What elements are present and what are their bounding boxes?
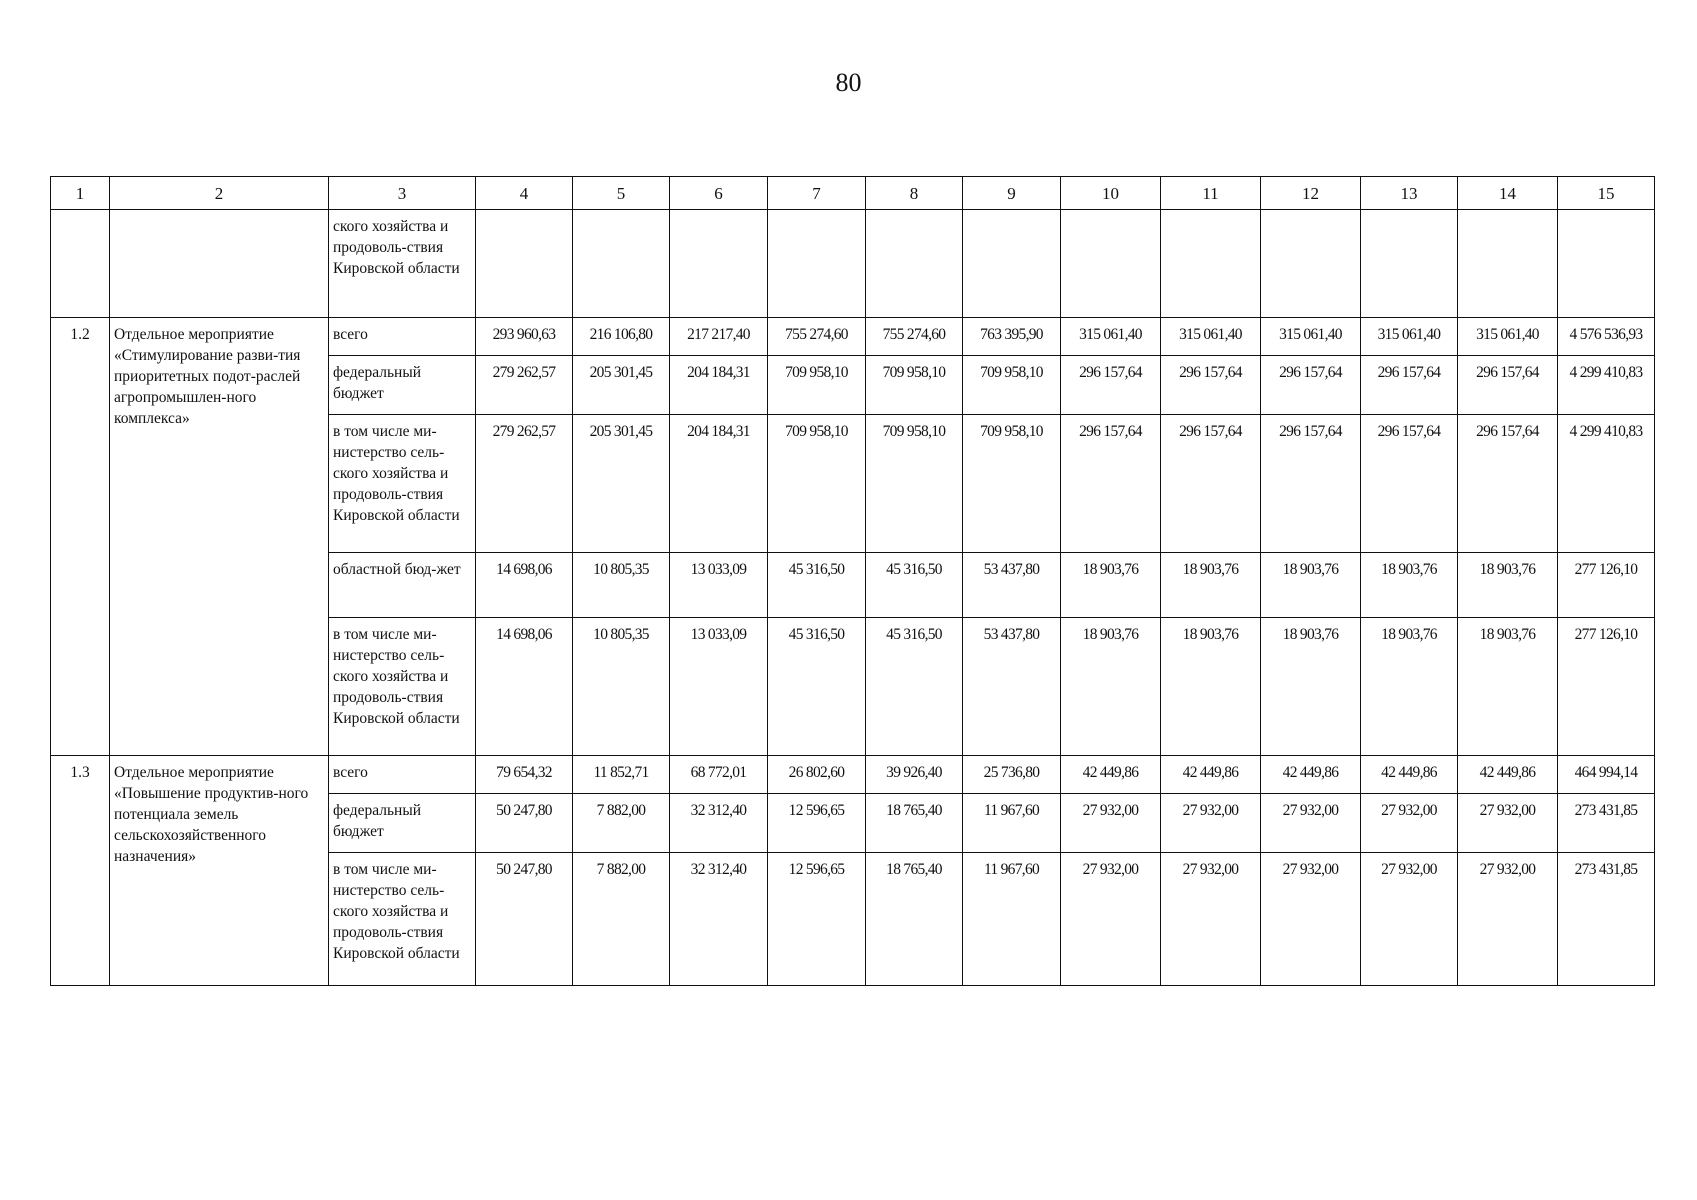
- value-cell: 277 126,10: [1558, 618, 1655, 756]
- table-row: [51, 318, 1655, 356]
- value-cell: 296 157,64: [1261, 415, 1361, 553]
- value-cell: 4 299 410,83: [1558, 356, 1655, 415]
- value-cell: 204 184,31: [670, 356, 768, 415]
- funding-source-cell: в том числе ми-нистерство сель-ского хозяйства и продоволь-ствия Кировской области: [329, 415, 476, 553]
- value-cell: [670, 210, 768, 318]
- value-cell: 14 698,06: [476, 618, 573, 756]
- value-cell: 293 960,63: [476, 318, 573, 356]
- value-cell: 42 449,86: [1261, 756, 1361, 794]
- value-cell: 315 061,40: [1061, 318, 1161, 356]
- funding-source-cell: федеральный бюджет: [329, 794, 476, 853]
- value-cell: 27 932,00: [1458, 794, 1558, 853]
- value-cell: 27 932,00: [1161, 853, 1261, 986]
- value-cell: [1558, 210, 1655, 318]
- value-cell: 10 805,35: [573, 618, 670, 756]
- column-header: 10: [1061, 177, 1161, 210]
- column-header: 7: [768, 177, 866, 210]
- value-cell: 18 903,76: [1061, 618, 1161, 756]
- value-cell: 18 903,76: [1161, 618, 1261, 756]
- column-header: 15: [1558, 177, 1655, 210]
- value-cell: [476, 210, 573, 318]
- value-cell: 279 262,57: [476, 356, 573, 415]
- value-cell: 42 449,86: [1458, 756, 1558, 794]
- value-cell: 315 061,40: [1261, 318, 1361, 356]
- value-cell: 755 274,60: [768, 318, 866, 356]
- value-cell: [963, 210, 1061, 318]
- table-row: [51, 756, 1655, 794]
- column-header: 12: [1261, 177, 1361, 210]
- value-cell: [573, 210, 670, 318]
- value-cell: 296 157,64: [1261, 356, 1361, 415]
- value-cell: 709 958,10: [768, 356, 866, 415]
- value-cell: 204 184,31: [670, 415, 768, 553]
- value-cell: 26 802,60: [768, 756, 866, 794]
- value-cell: 18 903,76: [1458, 618, 1558, 756]
- value-cell: 50 247,80: [476, 794, 573, 853]
- value-cell: 18 903,76: [1161, 553, 1261, 618]
- value-cell: 709 958,10: [963, 356, 1061, 415]
- value-cell: 27 932,00: [1361, 853, 1458, 986]
- value-cell: 205 301,45: [573, 356, 670, 415]
- value-cell: 273 431,85: [1558, 853, 1655, 986]
- value-cell: 709 958,10: [866, 415, 963, 553]
- column-header: 6: [670, 177, 768, 210]
- row-number-cell: [51, 210, 110, 318]
- row-number-cell: 1.3: [51, 756, 110, 986]
- value-cell: 296 157,64: [1061, 356, 1161, 415]
- value-cell: 315 061,40: [1458, 318, 1558, 356]
- value-cell: 709 958,10: [866, 356, 963, 415]
- value-cell: [1261, 210, 1361, 318]
- value-cell: 18 903,76: [1361, 618, 1458, 756]
- value-cell: 296 157,64: [1161, 415, 1261, 553]
- column-header: 11: [1161, 177, 1261, 210]
- value-cell: 53 437,80: [963, 618, 1061, 756]
- value-cell: 296 157,64: [1458, 415, 1558, 553]
- value-cell: 4 299 410,83: [1558, 415, 1655, 553]
- value-cell: 39 926,40: [866, 756, 963, 794]
- measure-name-cell: Отдельное мероприятие «Повышение продуктив-ного потенциала земель сельскохозяйственного назначения»: [110, 756, 329, 986]
- column-header: 14: [1458, 177, 1558, 210]
- value-cell: 12 596,65: [768, 853, 866, 986]
- value-cell: 27 932,00: [1458, 853, 1558, 986]
- value-cell: 68 772,01: [670, 756, 768, 794]
- value-cell: 32 312,40: [670, 794, 768, 853]
- value-cell: 296 157,64: [1361, 415, 1458, 553]
- value-cell: 18 903,76: [1458, 553, 1558, 618]
- funding-source-cell: в том числе ми-нистерство сель-ского хозяйства и продоволь-ствия Кировской области: [329, 618, 476, 756]
- value-cell: [866, 210, 963, 318]
- value-cell: 296 157,64: [1061, 415, 1161, 553]
- column-header: 2: [110, 177, 329, 210]
- funding-source-cell: всего: [329, 318, 476, 356]
- value-cell: 25 736,80: [963, 756, 1061, 794]
- value-cell: 18 765,40: [866, 794, 963, 853]
- value-cell: 11 852,71: [573, 756, 670, 794]
- value-cell: 18 903,76: [1261, 553, 1361, 618]
- row-number-cell: 1.2: [51, 318, 110, 756]
- value-cell: 18 903,76: [1261, 618, 1361, 756]
- page-number: 80: [835, 68, 862, 97]
- value-cell: [1161, 210, 1261, 318]
- value-cell: [1361, 210, 1458, 318]
- value-cell: 42 449,86: [1061, 756, 1161, 794]
- value-cell: 11 967,60: [963, 853, 1061, 986]
- value-cell: 45 316,50: [866, 618, 963, 756]
- measure-name-cell: Отдельное мероприятие «Стимулирование разви-тия приоритетных подот-раслей агропромышлен-ного комплекса»: [110, 318, 329, 756]
- value-cell: 763 395,90: [963, 318, 1061, 356]
- column-header: 1: [51, 177, 110, 210]
- column-header: 13: [1361, 177, 1458, 210]
- column-number-row: [51, 177, 1655, 210]
- funding-source-cell: федеральный бюджет: [329, 356, 476, 415]
- value-cell: 27 932,00: [1061, 853, 1161, 986]
- value-cell: 296 157,64: [1361, 356, 1458, 415]
- table-row: [51, 210, 1655, 318]
- value-cell: 79 654,32: [476, 756, 573, 794]
- funding-source-cell: всего: [329, 756, 476, 794]
- column-header: 8: [866, 177, 963, 210]
- value-cell: 53 437,80: [963, 553, 1061, 618]
- value-cell: [1458, 210, 1558, 318]
- value-cell: 315 061,40: [1161, 318, 1261, 356]
- value-cell: 7 882,00: [573, 853, 670, 986]
- funding-source-cell: областной бюд-жет: [329, 553, 476, 618]
- value-cell: 315 061,40: [1361, 318, 1458, 356]
- value-cell: 42 449,86: [1161, 756, 1261, 794]
- value-cell: 45 316,50: [768, 553, 866, 618]
- value-cell: 216 106,80: [573, 318, 670, 356]
- value-cell: [768, 210, 866, 318]
- value-cell: 13 033,09: [670, 618, 768, 756]
- column-header: 3: [329, 177, 476, 210]
- value-cell: 27 932,00: [1361, 794, 1458, 853]
- value-cell: 7 882,00: [573, 794, 670, 853]
- value-cell: [1061, 210, 1161, 318]
- value-cell: 277 126,10: [1558, 553, 1655, 618]
- funding-source-cell: в том числе ми-нистерство сель-ского хозяйства и продоволь-ствия Кировской области: [329, 853, 476, 986]
- value-cell: 14 698,06: [476, 553, 573, 618]
- value-cell: 50 247,80: [476, 853, 573, 986]
- value-cell: 12 596,65: [768, 794, 866, 853]
- value-cell: 279 262,57: [476, 415, 573, 553]
- funding-source-cell: ского хозяйства и продоволь-ствия Кировской области: [329, 210, 476, 318]
- value-cell: 32 312,40: [670, 853, 768, 986]
- value-cell: 205 301,45: [573, 415, 670, 553]
- value-cell: 27 932,00: [1061, 794, 1161, 853]
- value-cell: 10 805,35: [573, 553, 670, 618]
- value-cell: 27 932,00: [1161, 794, 1261, 853]
- value-cell: 45 316,50: [866, 553, 963, 618]
- column-header: 4: [476, 177, 573, 210]
- value-cell: 27 932,00: [1261, 794, 1361, 853]
- value-cell: 709 958,10: [963, 415, 1061, 553]
- value-cell: 273 431,85: [1558, 794, 1655, 853]
- value-cell: 13 033,09: [670, 553, 768, 618]
- value-cell: 296 157,64: [1161, 356, 1261, 415]
- column-header: 5: [573, 177, 670, 210]
- value-cell: 45 316,50: [768, 618, 866, 756]
- value-cell: 11 967,60: [963, 794, 1061, 853]
- measure-name-cell: [110, 210, 329, 318]
- value-cell: 709 958,10: [768, 415, 866, 553]
- value-cell: 18 903,76: [1361, 553, 1458, 618]
- value-cell: 4 576 536,93: [1558, 318, 1655, 356]
- value-cell: 296 157,64: [1458, 356, 1558, 415]
- value-cell: 27 932,00: [1261, 853, 1361, 986]
- budget-table: [50, 176, 1655, 986]
- column-header: 9: [963, 177, 1061, 210]
- value-cell: 42 449,86: [1361, 756, 1458, 794]
- value-cell: 755 274,60: [866, 318, 963, 356]
- value-cell: 18 765,40: [866, 853, 963, 986]
- value-cell: 464 994,14: [1558, 756, 1655, 794]
- value-cell: 217 217,40: [670, 318, 768, 356]
- value-cell: 18 903,76: [1061, 553, 1161, 618]
